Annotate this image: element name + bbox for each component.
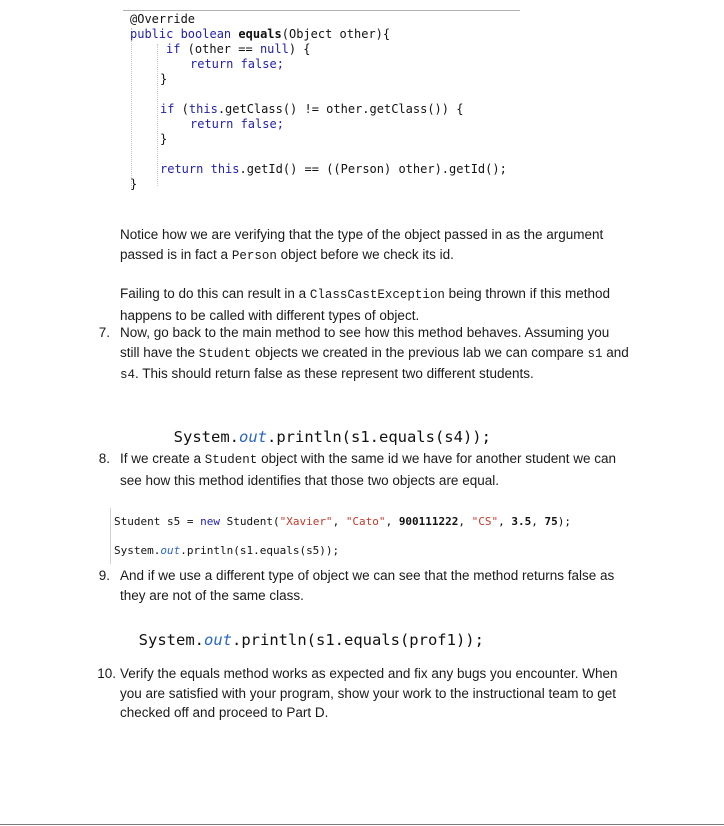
step-7-text: Now, go back to the main method to see how this method behaves. Assuming you still have the Student objects we created in the previous lab we can compare s1 and s4. This should return false as these represent two different students.: [120, 325, 629, 382]
code-block-border: [110, 508, 111, 564]
top-divider: [123, 10, 520, 11]
indent-guide: [131, 28, 132, 188]
failing-paragraph: Failing to do this can result in a ClassCastException being thrown if this method happens to be called with different types of object.: [120, 286, 610, 323]
code-line: if (this.getClass() != other.getClass()) {: [160, 102, 464, 116]
step-number: 8.: [98, 451, 110, 466]
code-println-prof1: System.out.println(s1.equals(prof1));: [138, 631, 484, 649]
step-number: 7.: [98, 325, 110, 340]
bottom-divider: [0, 824, 724, 825]
indent-guide: [157, 44, 158, 186]
code-line: return this.getId() == ((Person) other).getId();: [160, 162, 507, 176]
step-8-text: If we create a Student object with the same id we have for another student we can see how this method identifies that those two objects are equal.: [120, 451, 617, 488]
code-line: @Override: [130, 12, 196, 26]
step-number: 9.: [98, 568, 110, 583]
code-line: public boolean equals(Object other){: [130, 27, 391, 41]
code-student-s5: Student s5 = new Student("Xavier", "Cato", 900111222, "CS", 3.5, 75);: [114, 515, 572, 528]
code-line: }: [160, 132, 168, 146]
step-10-text: Verify the equals method works as expected and fix any bugs you encounter. When you are satisfied with your program, show your work to the instructional team to get checked off and proceed to Part D.: [120, 666, 618, 720]
code-line: }: [130, 177, 138, 191]
notice-paragraph: Notice how we are verifying that the type of the object passed in as the argument passed is in fact a Person object before we check its id.: [120, 227, 604, 263]
code-println-s5: System.out.println(s1.equals(s5));: [114, 544, 340, 557]
code-line: }: [160, 72, 168, 86]
step-number: 10.: [97, 666, 116, 681]
step-9-text: And if we use a different type of object we can see that the method returns false as they are not of the same class.: [120, 568, 615, 603]
code-line: if (other == null) {: [166, 42, 311, 56]
code-line: return false;: [190, 117, 284, 131]
code-line: return false;: [190, 57, 284, 71]
code-println-s4: System.out.println(s1.equals(s4));: [173, 428, 491, 446]
